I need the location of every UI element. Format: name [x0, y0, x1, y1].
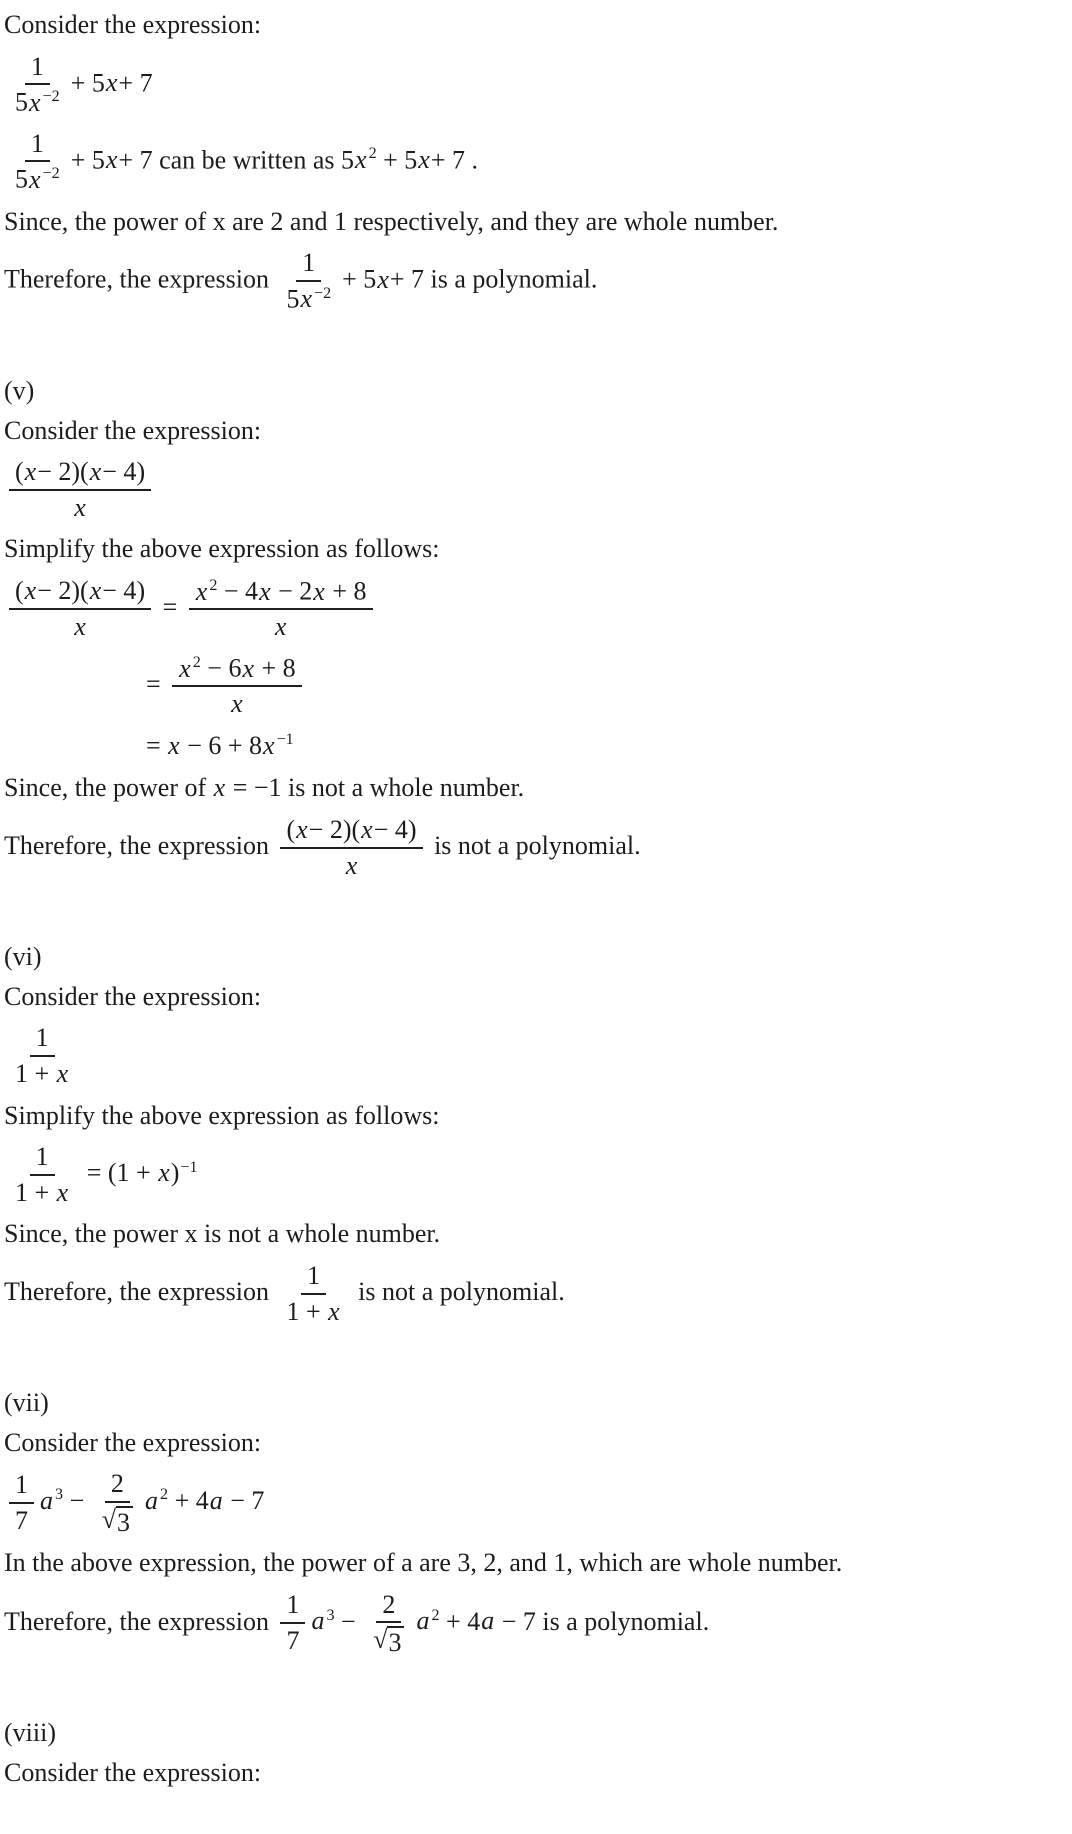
fraction: [280, 1261, 346, 1327]
text-run: Therefore, the expression: [4, 264, 276, 294]
text-run: 5: [15, 164, 28, 194]
text-run: ): [407, 814, 417, 844]
text-run: 1: [30, 51, 44, 81]
denominator: [67, 491, 93, 524]
text-run: )(: [71, 457, 89, 487]
variable: x: [74, 492, 86, 522]
numerator: [9, 1470, 34, 1504]
text-line: [4, 1218, 1066, 1251]
text-line: [4, 1100, 1066, 1133]
text-run: Therefore, the expression: [4, 831, 276, 861]
text-run: 7: [15, 1505, 28, 1535]
text-run: In the above expression, the power of a are 3, 2, and 1, which are whole number.: [4, 1548, 843, 1578]
numerator: [376, 1590, 401, 1624]
text-run: − 6: [200, 653, 242, 683]
denominator: [67, 610, 93, 643]
fraction: [9, 52, 66, 119]
text-run: is not a polynomial.: [351, 1277, 565, 1307]
superscript: 3: [326, 1606, 335, 1624]
variable: x: [56, 1058, 69, 1088]
text-run: 5: [286, 284, 300, 314]
text-run: Consider the expression:: [4, 10, 262, 39]
math-line: [4, 815, 1066, 881]
variable: x: [263, 730, 275, 760]
fraction: [9, 457, 151, 523]
variable: x: [56, 1177, 69, 1207]
text-line: [4, 415, 1066, 448]
math-line: [146, 653, 1066, 720]
variable: x: [213, 773, 226, 803]
variable: x: [74, 611, 86, 641]
text-run: − 4: [102, 457, 137, 487]
variable: x: [328, 1296, 340, 1326]
variable: x: [29, 164, 41, 194]
superscript: −2: [42, 165, 60, 183]
fraction: [9, 1470, 34, 1536]
text-run: 7: [286, 1625, 300, 1655]
superscript: 2: [160, 1486, 169, 1504]
text-run: ): [136, 576, 146, 606]
text-run: can be written as 5: [152, 144, 355, 174]
text-run: )(: [71, 576, 89, 606]
variable: x: [158, 1158, 170, 1188]
text-run: )(: [342, 814, 361, 844]
numerator: [172, 653, 302, 687]
variable: x: [179, 653, 191, 683]
text-run: is a polynomial.: [424, 264, 598, 294]
text-run: − 4: [102, 576, 137, 606]
variable: x: [259, 576, 271, 606]
fraction: [280, 815, 422, 881]
text-run: 5: [15, 87, 28, 117]
text-run: 2: [110, 1469, 124, 1499]
numerator: [30, 1023, 55, 1057]
text-line: [4, 1427, 1066, 1460]
superscript: 2: [431, 1606, 440, 1624]
denominator: [9, 1504, 34, 1537]
text-run: −: [334, 1606, 363, 1636]
radicand: [116, 1506, 133, 1537]
text-run: (v): [4, 376, 35, 406]
fraction: [280, 248, 337, 315]
math-line: [4, 1261, 1066, 1327]
denominator: [96, 1503, 139, 1537]
section-label: [4, 1387, 1066, 1420]
variable: a: [311, 1606, 325, 1636]
text-line: [4, 206, 1066, 239]
fraction: [172, 653, 302, 720]
text-run: − 4: [217, 576, 259, 606]
text-run: − 2: [271, 576, 313, 606]
text-run: (: [15, 576, 24, 606]
math-line: [4, 248, 1066, 315]
text-run: 1: [30, 128, 44, 158]
text-line: [4, 1757, 1066, 1790]
text-run: 1 +: [15, 1058, 56, 1088]
radical-sign-icon: √: [101, 1504, 117, 1534]
text-run: (vi): [4, 942, 42, 972]
superscript: 2: [209, 576, 218, 594]
variable: x: [355, 144, 367, 174]
math-line: [4, 1469, 1066, 1537]
math-line: [4, 1023, 1066, 1089]
denominator: [9, 1176, 75, 1209]
variable: x: [89, 457, 102, 487]
text-run: 1: [286, 1590, 300, 1620]
variable: x: [89, 576, 102, 606]
variable: x: [418, 144, 430, 174]
text-run: Simplify the above expression as follows:: [4, 1100, 440, 1130]
variable: x: [313, 576, 325, 606]
text-run: Consider the expression:: [4, 1757, 262, 1787]
fraction: [9, 129, 66, 196]
text-run: − 7: [495, 1606, 536, 1636]
text-run: ): [170, 1158, 180, 1188]
superscript: −1: [276, 731, 294, 749]
text-run: ): [136, 457, 146, 487]
numerator: [9, 576, 151, 610]
text-run: 1: [35, 1142, 49, 1172]
variable: x: [24, 576, 37, 606]
text-run: − 2: [37, 576, 72, 606]
text-run: 1 +: [15, 1177, 56, 1207]
denominator: [9, 1057, 75, 1090]
variable: x: [105, 67, 118, 97]
text-run: − 7: [223, 1486, 265, 1516]
fraction: [280, 1590, 305, 1656]
variable: x: [24, 457, 37, 487]
text-run: + 7: [430, 144, 466, 174]
variable: a: [40, 1486, 53, 1516]
text-run: (viii): [4, 1718, 56, 1748]
numerator: [30, 1142, 55, 1176]
denominator: [280, 1624, 305, 1657]
section-label: [4, 1717, 1066, 1750]
superscript: 3: [55, 1486, 64, 1504]
variable: x: [242, 653, 254, 683]
variable: x: [29, 87, 41, 117]
text-run: Since, the power of: [4, 773, 213, 803]
text-run: 1: [15, 1470, 28, 1500]
superscript: 2: [368, 145, 377, 163]
numerator: [296, 248, 321, 282]
superscript: −1: [180, 1158, 198, 1176]
section-label: [4, 375, 1066, 408]
denominator: [9, 85, 66, 118]
denominator: [268, 610, 294, 643]
variable: a: [416, 1606, 430, 1636]
text-run: 1 +: [286, 1296, 328, 1326]
numerator: [25, 52, 50, 86]
radicand: [387, 1626, 404, 1657]
math-line: [4, 52, 1066, 119]
text-run: = (1 +: [80, 1158, 158, 1188]
text-run: −: [63, 1486, 91, 1516]
text-run: Since, the power x is not a whole number.: [4, 1219, 441, 1249]
variable: x: [361, 814, 373, 844]
superscript: 2: [192, 653, 201, 671]
text-run: .: [465, 144, 479, 174]
radical-sign-icon: √: [373, 1625, 388, 1655]
text-run: 1: [302, 248, 316, 278]
text-run: Since, the power of x are 2 and 1 respectively, and they are whole number.: [4, 206, 779, 236]
variable: x: [300, 284, 312, 314]
text-run: + 7: [118, 67, 153, 97]
radical: [102, 1506, 133, 1537]
denominator: [367, 1623, 410, 1657]
section-label: [4, 941, 1066, 974]
fraction: [367, 1590, 410, 1658]
text-run: Consider the expression:: [4, 981, 262, 1011]
text-run: (vii): [4, 1388, 49, 1418]
math-line: [4, 129, 1066, 196]
numerator: [280, 815, 422, 849]
text-run: =: [156, 592, 184, 622]
fraction: [96, 1469, 139, 1537]
numerator: [189, 576, 373, 610]
text-run: + 7: [118, 144, 153, 174]
denominator: [9, 162, 66, 195]
numerator: [280, 1590, 305, 1624]
text-run: (: [286, 814, 296, 844]
text-run: + 5: [70, 144, 105, 174]
text-run: + 5: [70, 67, 105, 97]
text-line: [4, 772, 1066, 805]
numerator: [301, 1261, 326, 1295]
text-run: + 4: [439, 1606, 481, 1636]
text-run: − 2: [308, 814, 343, 844]
text-run: Consider the expression:: [4, 415, 262, 445]
text-run: − 2: [37, 457, 72, 487]
text-run: =: [146, 730, 168, 760]
text-run: + 4: [168, 1486, 209, 1516]
text-run: is a polynomial.: [535, 1606, 710, 1636]
fraction: [9, 1023, 75, 1089]
text-run: + 7: [389, 264, 425, 294]
text-line: [4, 533, 1066, 566]
variable: x: [195, 576, 208, 606]
superscript: −2: [42, 88, 60, 106]
text-run: − 6 + 8: [180, 730, 263, 760]
text-run: Therefore, the expression: [4, 1277, 276, 1307]
numerator: [9, 457, 151, 491]
math-line: [4, 457, 1066, 523]
variable: a: [209, 1486, 223, 1516]
radical: [373, 1626, 404, 1657]
text-run: Therefore, the expression: [4, 1606, 276, 1636]
fraction: [189, 576, 373, 643]
text-run: (: [15, 457, 24, 487]
text-line: [4, 9, 1066, 42]
variable: x: [345, 850, 358, 880]
variable: x: [377, 264, 389, 294]
text-run: 3: [388, 1628, 402, 1658]
variable: x: [231, 689, 243, 719]
text-run: + 5: [342, 264, 377, 294]
variable: a: [145, 1486, 159, 1516]
text-run: + 8: [255, 653, 296, 683]
variable: x: [168, 730, 180, 760]
variable: a: [481, 1606, 495, 1636]
text-run: is not a polynomial.: [427, 831, 641, 861]
math-line: [4, 1142, 1066, 1208]
denominator: [280, 1295, 346, 1328]
math-line: [4, 576, 1066, 643]
math-line: [4, 1590, 1066, 1658]
text-line: [4, 1547, 1066, 1580]
denominator: [224, 687, 250, 720]
text-run: + 8: [325, 576, 367, 606]
text-run: 1: [307, 1260, 321, 1290]
text-run: Consider the expression:: [4, 1427, 262, 1457]
denominator: [339, 849, 365, 882]
denominator: [280, 282, 337, 315]
superscript: −2: [314, 284, 332, 302]
variable: x: [105, 144, 118, 174]
numerator: [25, 129, 50, 163]
fraction: [9, 576, 151, 642]
text-run: 3: [117, 1507, 131, 1537]
text-run: 2: [382, 1589, 396, 1619]
text-run: =: [146, 669, 168, 699]
numerator: [105, 1469, 130, 1503]
variable: x: [296, 814, 308, 844]
text-run: − 4: [373, 814, 408, 844]
text-run: 1: [35, 1023, 49, 1053]
math-line: [146, 730, 1066, 763]
text-line: [4, 981, 1066, 1014]
text-run: = −1 is not a whole number.: [226, 773, 525, 803]
variable: x: [274, 612, 287, 642]
text-run: + 5: [376, 144, 418, 174]
text-run: Simplify the above expression as follows:: [4, 534, 440, 564]
fraction: [9, 1142, 75, 1208]
